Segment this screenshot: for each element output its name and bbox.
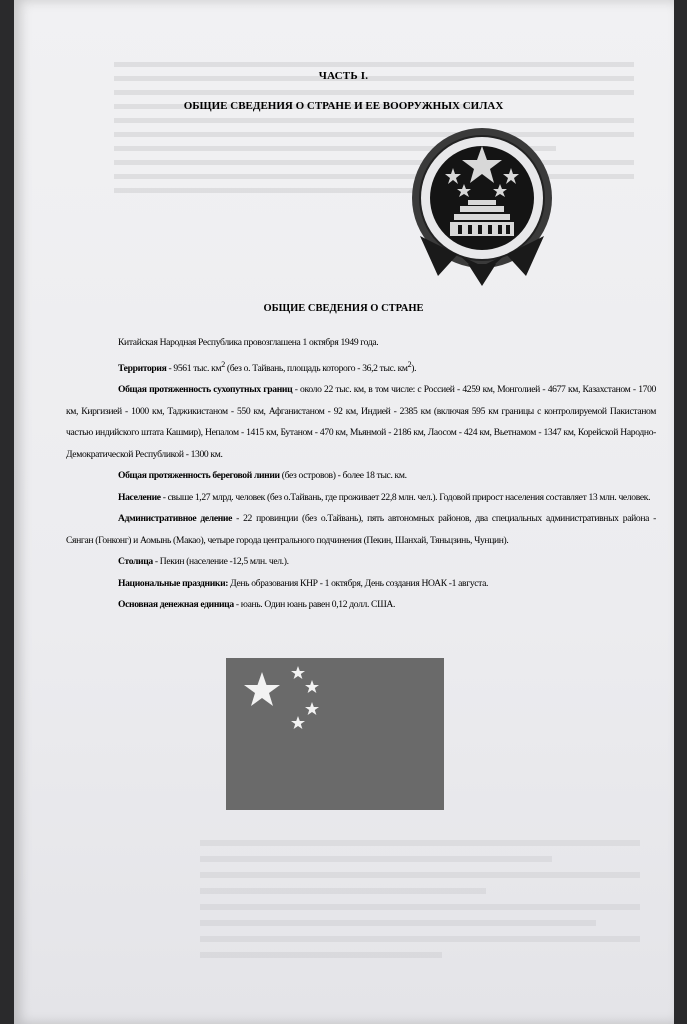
paragraph-currency: [66, 594, 656, 616]
section-heading: ОБЩИЕ СВЕДЕНИЯ О СТРАНЕ И ЕЕ ВООРУЖНЫХ СИЛАХ: [183, 100, 504, 112]
territory-text-c: ).: [411, 362, 417, 374]
population-label: Население: [118, 491, 161, 503]
admin-text: - 22 провинции (без о.Тайвань), пять автономных районов, два специальных административных района - Сянган (Гонконг) и Аомынь (Макао), четыре города центрального подчинения (Пекин, Шанхай, Тяньцзинь, Чунцин).: [66, 513, 656, 546]
territory-text-b: (без о. Тайвань, площадь которого - 36,2 тыс. км: [224, 362, 408, 374]
paragraph-proclaimed: [66, 332, 656, 354]
body-text: [66, 332, 656, 616]
currency-text: - юань. Один юань равен 0,12 долл. США.: [233, 599, 396, 611]
capital-label: Столица: [118, 556, 153, 568]
land-border-text: - около 22 тыс. км, в том числе: с Россией - 4259 км, Монголией - 4677 км, Казахстаном - 1700 км, Киргизией - 1000 км, Таджикистаном - 550 км, Афганистаном - 92 км, Индией - 2385 км (включая 595 км границы с контролируемой Пакистаном частью индийского штата Кашмир), Непалом - 1415 км, Бутаном - 470 км, Мьянмой - 2186 км, Лаосом - 424 км, Вьетнамом - 1347 км, Корейской Народно-Демократической Республикой - 1300 км.: [66, 384, 656, 460]
part-heading: ЧАСТЬ I.: [318, 70, 369, 82]
paragraph-coast: [66, 465, 656, 487]
territory-label: Территория: [118, 362, 167, 374]
admin-label: Административное деление: [118, 513, 233, 525]
paragraph-holidays: [66, 573, 656, 595]
coast-label: Общая протяженность береговой линии: [118, 470, 280, 482]
holidays-text: День образования КНР - 1 октября, День создания НОАК -1 августа.: [228, 577, 489, 589]
paragraph-admin: [66, 508, 656, 551]
paragraph-capital: [66, 551, 656, 573]
capital-text: - Пекин (население -12,5 млн. чел.).: [152, 556, 289, 568]
coast-text: (без островов) - более 18 тыс. км.: [279, 470, 407, 482]
bleed-through-text: [200, 840, 640, 968]
land-border-label: Общая протяженность сухопутных границ: [118, 384, 293, 396]
territory-sup-a: 2: [221, 359, 225, 369]
territory-text-a: - 9561 тыс. км: [166, 362, 222, 374]
currency-label: Основная денежная единица: [118, 599, 234, 611]
subsection-heading: ОБЩИЕ СВЕДЕНИЯ О СТРАНЕ: [263, 303, 424, 314]
paragraph-population: [66, 487, 656, 509]
proclaimed-text: Китайская Народная Республика провозглашена 1 октября 1949 года.: [118, 337, 379, 348]
population-text: - свыше 1,27 млрд. человек (без о.Тайвань, где проживает 22,8 млн. чел.). Годовой прирост населения составляет 13 млн. человек.: [160, 491, 651, 503]
territory-sup-b: 2: [407, 359, 412, 369]
paragraph-land-border: [66, 379, 656, 465]
paragraph-territory: [66, 354, 656, 380]
national-flag-image: [226, 658, 444, 810]
holidays-label: Национальные праздники:: [118, 577, 229, 589]
national-emblem-image: [398, 126, 566, 288]
